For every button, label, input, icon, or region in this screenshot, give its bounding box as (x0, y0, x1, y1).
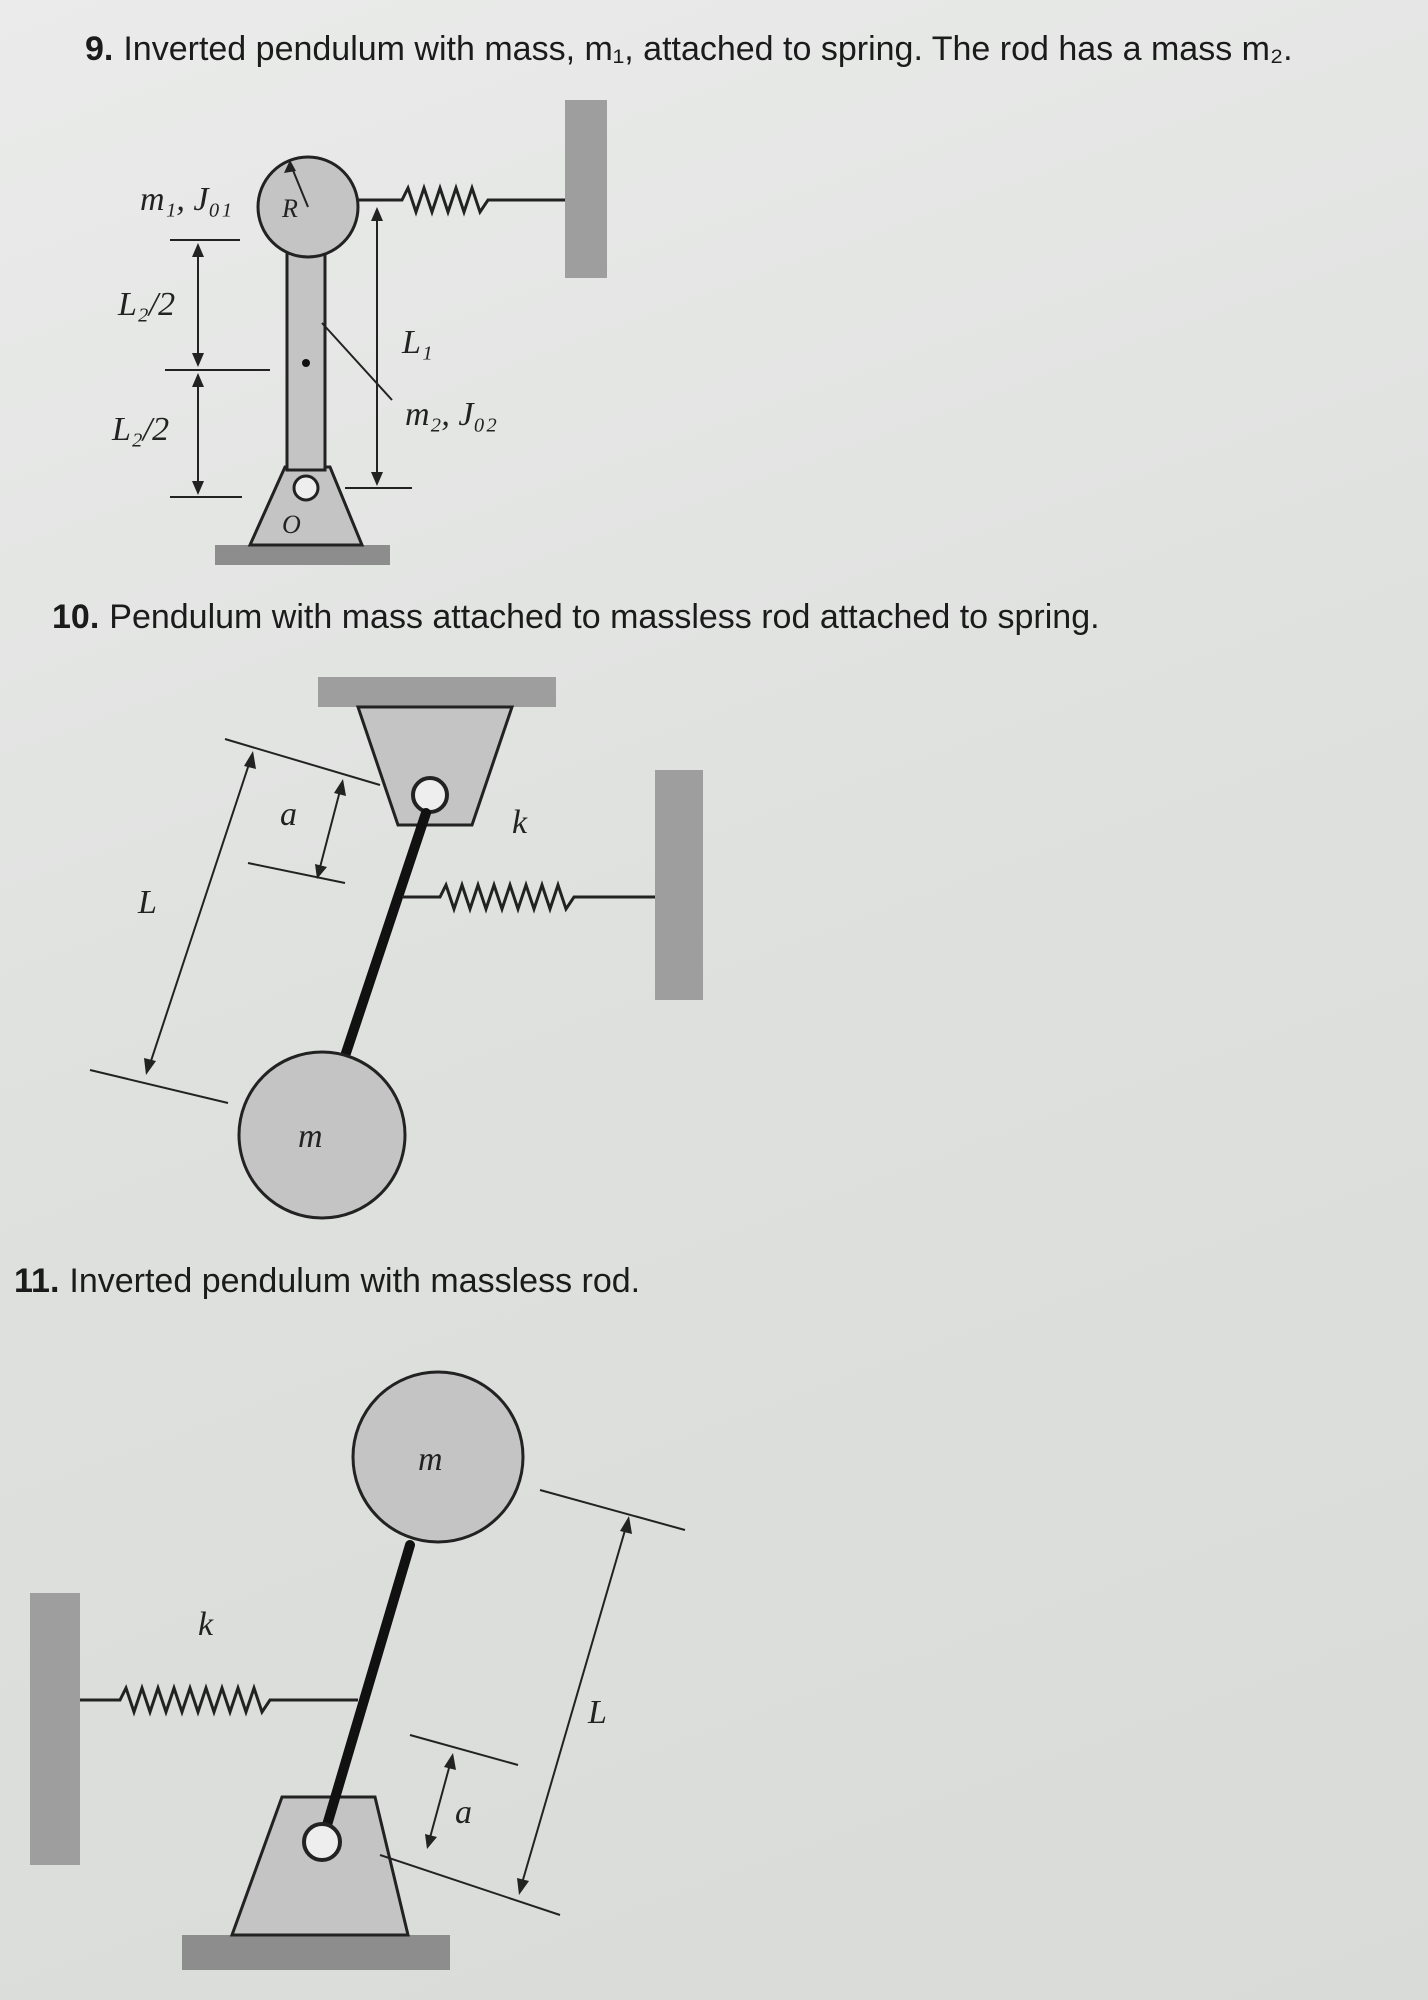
figure-11-label-mass: m (418, 1441, 443, 1478)
figure-10-dim-l-arrow-bottom (144, 1058, 156, 1075)
figure-9-pivot-hole (294, 476, 318, 500)
problem-9-number: 9. (85, 30, 114, 68)
figure-10-dim-l (148, 755, 252, 1070)
figure-9-dim-upper-arrow-bottom (192, 353, 204, 367)
figure-11-dim-l-arrow-top (620, 1516, 632, 1534)
figure-10-dim-l-arrow-top (244, 751, 256, 769)
figure-10-dim-bottom-line (90, 1070, 228, 1103)
problem-10-title: Pendulum with mass attached to massless rod attached to spring. (109, 598, 1100, 636)
figure-9-ground (215, 545, 390, 565)
figure-10-label-offset: a (280, 796, 297, 833)
figure-11-dim-a-arrow-top (444, 1753, 456, 1770)
figure-9-label-pivot: O (282, 510, 301, 539)
figure-11-pivot-support (232, 1797, 408, 1935)
figure-10-dim-a-arrow-top (334, 779, 346, 796)
figure-11-dim-bottom-line (380, 1855, 560, 1915)
figure-11-dim-l-arrow-bottom (517, 1878, 529, 1895)
problem-9-heading (85, 30, 1293, 69)
figure-10-spring (402, 885, 655, 909)
figure-10-label-length: L (138, 884, 157, 921)
figure-9-dim-lower-arrow-top (192, 373, 204, 387)
figure-9-label-radius: R (282, 194, 298, 223)
figure-11-wall (30, 1593, 80, 1865)
problem-11-title: Inverted pendulum with massless rod. (69, 1262, 641, 1300)
figure-9-dim-l1-arrow-bottom (371, 472, 383, 486)
problem-11-number: 11. (14, 1262, 60, 1300)
figure-9-rod (287, 230, 325, 470)
figure-9-dim-l1-arrow-top (371, 207, 383, 221)
figure-11-dim-top-line (540, 1490, 685, 1530)
figure-10-pivot-hole (413, 778, 447, 812)
problem-9-title: Inverted pendulum with mass, m₁, attached to spring. The rod has a mass m₂. (123, 30, 1293, 68)
figure-9-label-half-length-upper: L₂/2 (118, 286, 176, 323)
figure-11-spring (80, 1688, 358, 1712)
figure-10-ceiling (318, 677, 556, 707)
figure-11-dim-a-arrow-bottom (425, 1834, 437, 1849)
problem-10-heading (52, 598, 1100, 637)
figure-11-pivot-hole (304, 1824, 340, 1860)
figure-9-dim-upper-arrow-top (192, 243, 204, 257)
figure-11-dim-a-top-line (410, 1735, 518, 1765)
figure-9-label-half-length-lower: L₂/2 (112, 411, 170, 448)
figure-9-dim-lower-arrow-bottom (192, 481, 204, 495)
figure-9-label-length: L₁ (402, 324, 433, 361)
figure-10-dim-a-arrow-bottom (315, 864, 327, 879)
figure-11-label-stiffness: k (198, 1606, 214, 1643)
figure-11-dim-l (520, 1520, 628, 1890)
figure-11-inverted-pendulum-diagram (0, 1345, 760, 1985)
problem-11-heading (14, 1262, 640, 1301)
figure-11-label-length: L (588, 1694, 607, 1731)
figure-10-pendulum-diagram (0, 665, 760, 1245)
figure-10-dim-a (318, 783, 342, 875)
figure-10-rod (342, 813, 426, 1065)
figure-9-spring (358, 188, 565, 212)
figure-11-label-offset: a (455, 1794, 472, 1831)
figure-9-label-mass-inertia: m₁, J₀₁ (140, 181, 233, 218)
figure-9-wall (565, 100, 607, 278)
figure-9-rod-label-leader (322, 323, 392, 400)
figure-10-label-mass: m (298, 1118, 323, 1155)
figure-9-rod-center-dot (302, 359, 310, 367)
figure-9-label-rod-mass-inertia: m₂, J₀₂ (405, 396, 498, 433)
figure-10-dim-a-bottom-line (248, 863, 345, 883)
figure-9-inverted-pendulum-diagram (0, 95, 700, 585)
figure-10-wall (655, 770, 703, 1000)
figure-10-label-stiffness: k (512, 804, 528, 841)
figure-11-dim-a (428, 1757, 452, 1845)
figure-11-ground (182, 1935, 450, 1970)
problem-10-number: 10. (52, 598, 100, 636)
